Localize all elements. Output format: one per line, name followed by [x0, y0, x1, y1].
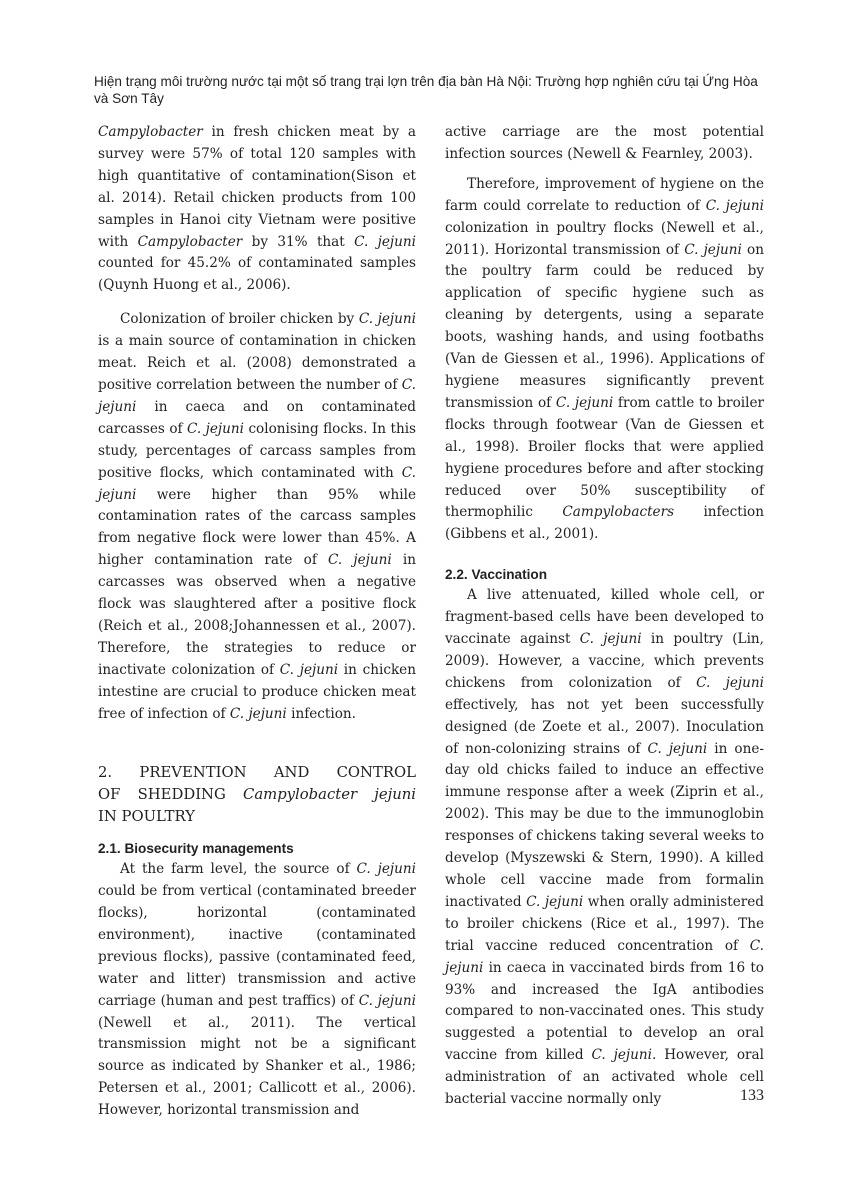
text-run: in poultry (Lin, 2009). However, a vaccine, which prevents chickens from colonization of	[445, 631, 765, 691]
italic-term: Campylobacter	[98, 124, 203, 140]
text-run: in caeca and on contaminated carcasses of	[98, 398, 416, 437]
section-heading-2	[98, 762, 416, 828]
right-column	[445, 122, 764, 1111]
heading-word: 2.	[98, 764, 113, 782]
text-run: in one-day old chicks failed to induce an effective immune response after a week (Ziprin et al., 2002). This may be due to the immunoglobin responses of chickens taking several weeks to develop (Myszewski & Stern, 1990). A killed whole cell vaccine made from formalin inactivated	[445, 740, 764, 910]
paragraph-farm-level-sources	[98, 859, 416, 1122]
text-run: is a main source of contamination in chicken meat. Reich et al. (2008) demonstrated a positive correlation between the number of	[98, 333, 416, 393]
text-run: from cattle to broiler flocks through footwear (Van de Giessen et al., 1998). Broiler flocks that were applied hygiene procedures before and after stocking reduced over 50% susceptibility of thermophilic	[445, 394, 764, 521]
heading-word: CONTROL	[336, 764, 416, 782]
italic-term: C. jejuni	[358, 311, 416, 328]
text-run: in chicken intestine are crucial to produce chicken meat free of infection of	[98, 661, 416, 722]
text-run: colonization in poultry flocks (Newell et al., 2011). Horizontal transmission of	[445, 219, 764, 258]
text-run: on the poultry farm could be reduced by application of specific hygiene such as cleaning by detergents, using a separate boots, washing hands, and using footbaths (Van de Giessen et al., 1996). Applications of hygiene measures significantly prevent transmission of	[445, 241, 764, 411]
heading-word: SHEDDING	[137, 786, 226, 804]
section-heading-line	[98, 762, 416, 784]
text-run: (Newell et al., 2011). The vertical transmission might not be a significant source as indicated by Shanker et al., 1986; Petersen et al., 2001; Callicott et al., 2006). However, horizontal transmission and	[98, 1014, 416, 1119]
italic-term: C. jejuni	[647, 740, 708, 757]
italic-term: C. jejuni	[279, 661, 339, 678]
italic-term: C. jejuni	[555, 394, 614, 411]
italic-term: C. jejuni	[445, 937, 764, 976]
text-run: . However, oral administration of an activated whole cell bacterial vaccine normally only	[445, 1047, 764, 1108]
section-heading-line: IN POULTRY	[98, 808, 195, 826]
text-run: Therefore, improvement of hygiene on the farm could correlate to reduction of	[445, 175, 764, 214]
italic-term: C. jejuni	[98, 464, 416, 503]
heading-word: OF	[98, 786, 121, 804]
heading-word: jejuni	[374, 786, 416, 804]
heading-word: Campylobacter	[243, 786, 358, 804]
heading-word: PREVENTION	[139, 764, 247, 782]
italic-term: C. jejuni	[579, 631, 642, 648]
text-run: At the farm level, the source of	[120, 861, 357, 878]
paragraph-campylobacter-prevalence	[98, 122, 416, 297]
subsection-heading-vaccination: 2.2. Vaccination	[445, 567, 547, 583]
section-heading-line	[98, 784, 416, 806]
italic-term: C. jejuni	[591, 1047, 652, 1064]
text-run: A live attenuated, killed whole cell, or fragment-based cells have been developed to vaccinate against	[445, 587, 764, 648]
italic-term: Campylobacter	[137, 233, 243, 250]
running-header: Hiện trạng môi trường nước tại một số trang trại lợn trên địa bàn Hà Nội: Trường hợp nghiên cứu tại Ứng Hòa và Sơn Tây	[94, 74, 758, 106]
paragraph-colonization	[98, 309, 416, 725]
italic-term: C. jejuni	[705, 197, 765, 214]
text-run: in fresh chicken meat by a survey were 57% of total 120 samples with high quantitative of contamination(Sison et al. 2014). Retail chicken products from 100 samples in Hanoi city Vietnam were positive with	[98, 124, 416, 250]
text-run: Colonization of broiler chicken by	[120, 311, 359, 328]
paragraph-active-carriage: active carriage are the most potential infection sources (Newell & Fearnley, 2003).	[445, 124, 764, 162]
italic-term: C. jejuni	[526, 893, 584, 910]
text-run: could be from vertical (contaminated breeder flocks), horizontal (contaminated environment), inactive (contaminated previous flocks), passive (contaminated feed, water and litter) transmission and active carriage (human and pest traffics) of	[98, 883, 416, 1009]
text-run: when orally administered to broiler chickens (Rice et al., 1997). The trial vaccine reduced concentration of	[445, 893, 764, 954]
italic-term: C. jejuni	[187, 420, 245, 437]
text-run: were higher than 95% while contamination rates of the carcass samples from negative flock were lower than 45%. A higher contamination rate of	[98, 486, 416, 569]
text-run: colonising flocks. In this study, percentages of carcass samples from positive flocks, which contaminated with	[98, 420, 417, 481]
italic-term: C. jejuni	[229, 705, 287, 722]
italic-term: C. jejuni	[358, 992, 417, 1009]
left-column	[98, 122, 416, 1122]
page-number: 133	[740, 1087, 764, 1104]
italic-term: C. jejuni	[328, 552, 392, 569]
heading-word: AND	[273, 764, 310, 782]
text-run: by 31% that	[242, 233, 355, 250]
italic-term: C. jejuni	[354, 233, 416, 250]
italic-term: C. jejuni	[684, 241, 742, 258]
text-run: in caeca in vaccinated birds from 16 to 93% and increased the IgA antibodies compared to non-vaccinated ones. This study suggested a potential to develop an oral vaccine from killed	[445, 959, 764, 1064]
text-run: infection (Gibbens et al., 2001).	[445, 504, 764, 543]
italic-term: C. jejuni	[98, 376, 416, 415]
paragraph-vaccination	[445, 585, 764, 1111]
text-run: infection.	[286, 705, 356, 722]
text-run: in carcasses was observed when a negative flock was slaughtered after a positive flock (Reich et al., 2008;Johannessen et al., 2007). Therefore, the strategies to reduce or inactivate colonization of	[98, 552, 417, 678]
subsection-heading-biosecurity: 2.1. Biosecurity managements	[98, 841, 294, 857]
italic-term: C. jejuni	[356, 861, 416, 878]
text-run: counted for 45.2% of contaminated samples (Quynh Huong et al., 2006).	[98, 255, 416, 294]
italic-term: Campylobacters	[562, 504, 675, 521]
paragraph-hygiene	[445, 174, 764, 546]
italic-term: C. jejuni	[696, 674, 764, 691]
text-run: effectively, has not yet been successfully designed (de Zoete et al., 2007). Inoculation of non-colonizing strains of	[445, 696, 764, 757]
